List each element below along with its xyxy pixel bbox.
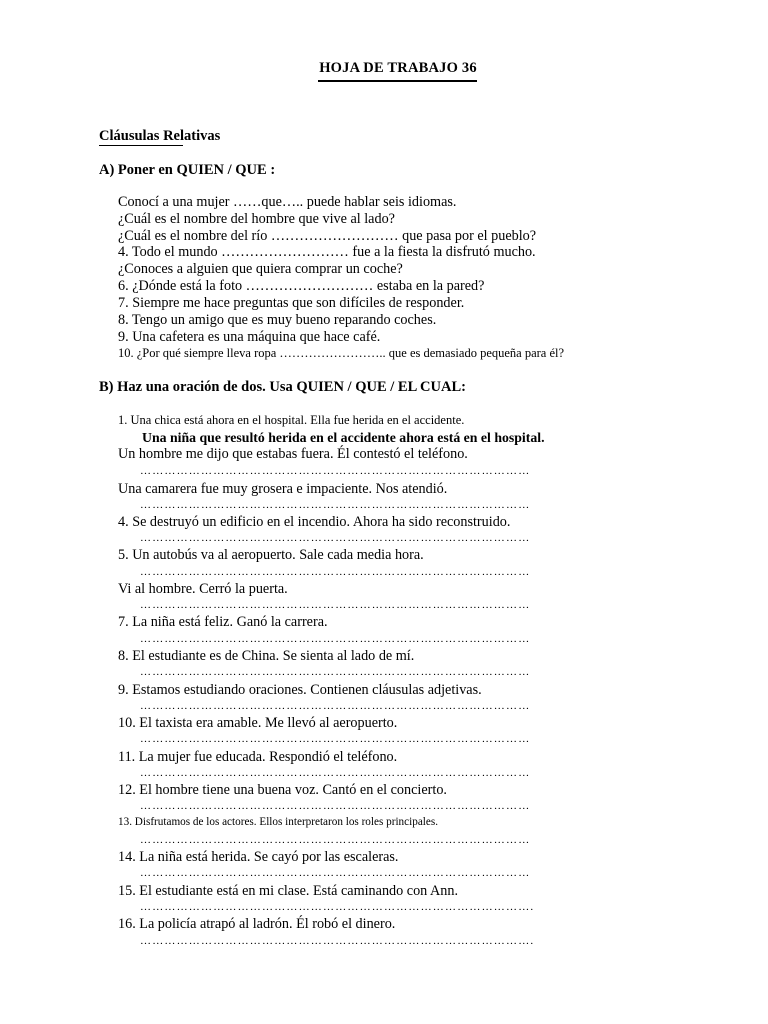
section-b-item: 12. El hombre tiene una buena voz. Cantó en el concierto. [118,782,447,798]
section-b-heading: B) Haz una oración de dos. Usa QUIEN / QUE / EL CUAL: [99,379,466,395]
answer-line[interactable]: …………………………………………………………………………………… [140,465,531,477]
answer-line[interactable]: ……………………………………………………………………………………. [140,901,535,913]
section-a-item: 6. ¿Dónde está la foto ……………………… estaba en la pared? [118,278,485,294]
section-b-item: 8. El estudiante es de China. Se sienta al lado de mí. [118,648,415,664]
section-a-heading: A) Poner en QUIEN / QUE : [99,162,276,178]
answer-line[interactable]: …………………………………………………………………………………… [140,867,531,879]
page-subtitle: Cláusulas Relativas [99,128,221,144]
section-b-item: Un hombre me dijo que estabas fuera. Él contestó el teléfono. [118,446,468,462]
section-a-item: 8. Tengo un amigo que es muy bueno reparando coches. [118,312,437,328]
title-underline [318,80,477,82]
answer-line[interactable]: …………………………………………………………………………………… [140,800,531,812]
section-a-item: 10. ¿Por qué siempre lleva ropa …………………….. que es demasiado pequeña para él? [118,346,565,360]
subtitle-underline [99,145,183,146]
answer-line[interactable]: …………………………………………………………………………………… [140,767,531,779]
section-b-example: 1. Una chica está ahora en el hospital. Ella fue herida en el accidente. [118,413,465,427]
section-b-item: Vi al hombre. Cerró la puerta. [118,581,288,597]
section-b-item: 15. El estudiante está en mi clase. Está caminando con Ann. [118,883,459,899]
section-b-item: 16. La policía atrapó al ladrón. Él robó el dinero. [118,916,396,932]
section-a-item: 4. Todo el mundo ……………………… fue a la fiesta la disfrutó mucho. [118,244,536,260]
page-title: HOJA DE TRABAJO 36 [319,60,477,76]
section-b-item: 9. Estamos estudiando oraciones. Contienen cláusulas adjetivas. [118,682,482,698]
section-a-item: ¿Conoces a alguien que quiera comprar un coche? [118,261,403,277]
section-b-item: 14. La niña está herida. Se cayó por las escaleras. [118,849,399,865]
section-b-item: 13. Disfrutamos de los actores. Ellos interpretaron los roles principales. [118,816,439,828]
section-b-item: Una camarera fue muy grosera e impaciente. Nos atendió. [118,481,448,497]
section-a-item: 9. Una cafetera es una máquina que hace café. [118,329,381,345]
section-b-item: 7. La niña está feliz. Ganó la carrera. [118,614,328,630]
section-a-item: Conocí a una mujer ……que….. puede hablar seis idiomas. [118,194,457,210]
section-b-item: 10. El taxista era amable. Me llevó al aeropuerto. [118,715,398,731]
answer-line[interactable]: …………………………………………………………………………………… [140,566,531,578]
answer-line[interactable]: …………………………………………………………………………………… [140,834,531,846]
section-b-item: 11. La mujer fue educada. Respondió el teléfono. [118,749,398,765]
answer-line[interactable]: …………………………………………………………………………………… [140,633,531,645]
answer-line[interactable]: …………………………………………………………………………………… [140,532,531,544]
section-a-item: ¿Cuál es el nombre del río ……………………… que pasa por el pueblo? [118,228,537,244]
answer-line[interactable]: …………………………………………………………………………………… [140,700,531,712]
section-b-example-answer: Una niña que resultó herida en el accidente ahora está en el hospital. [142,430,545,445]
answer-line[interactable]: …………………………………………………………………………………… [140,499,531,511]
answer-line[interactable]: ……………………………………………………………………………………. [140,935,535,947]
section-a-item: ¿Cuál es el nombre del hombre que vive al lado? [118,211,395,227]
answer-line[interactable]: …………………………………………………………………………………… [140,666,531,678]
answer-line[interactable]: …………………………………………………………………………………… [140,599,531,611]
section-b-item: 5. Un autobús va al aeropuerto. Sale cada media hora. [118,547,424,563]
section-b-item: 4. Se destruyó un edificio en el incendio. Ahora ha sido reconstruido. [118,514,511,530]
answer-line[interactable]: …………………………………………………………………………………… [140,733,531,745]
section-a-item: 7. Siempre me hace preguntas que son difíciles de responder. [118,295,465,311]
